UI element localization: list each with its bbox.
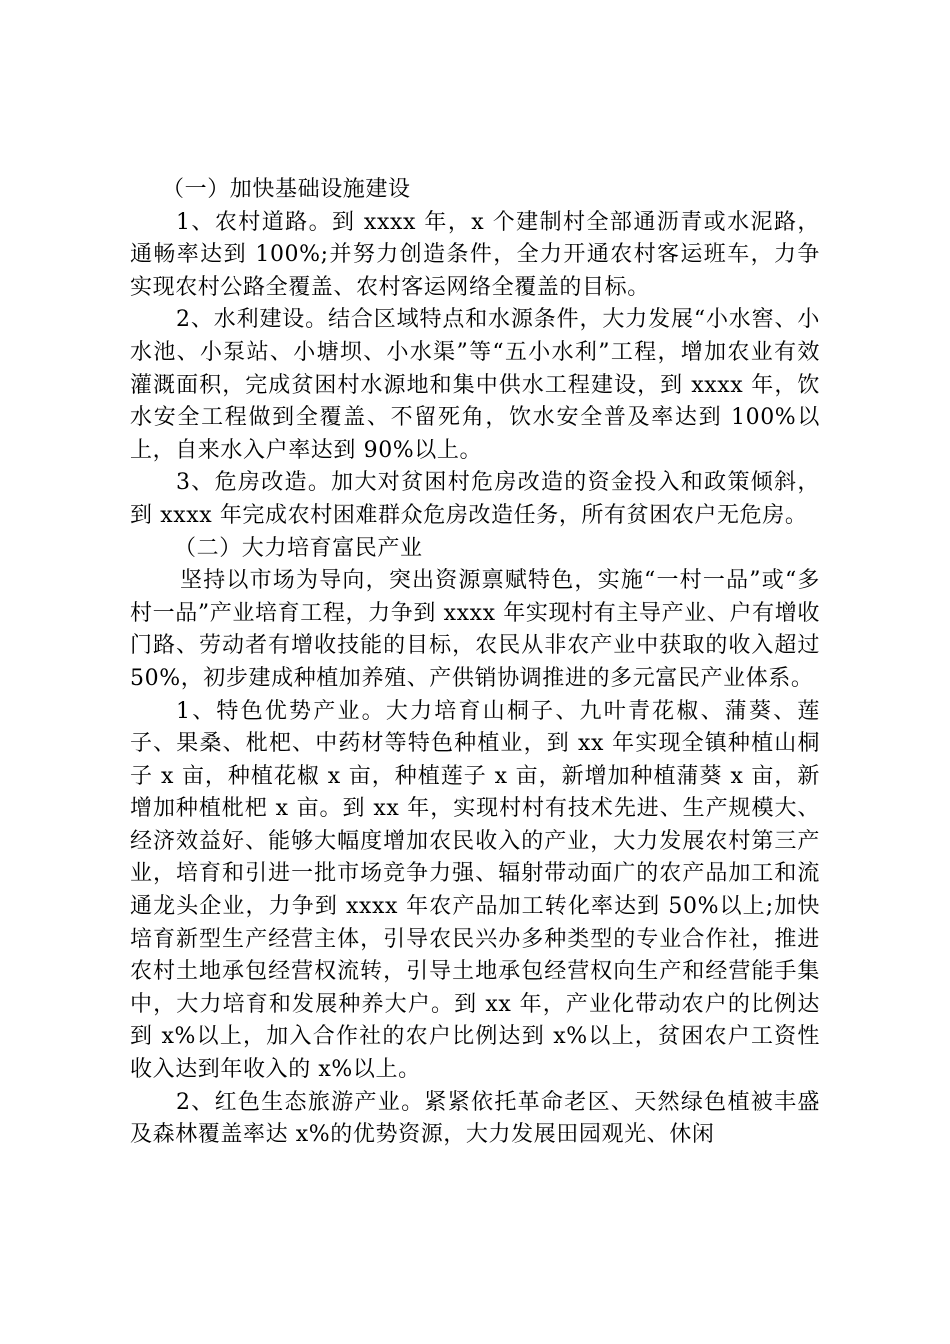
paragraph-market-oriented: 坚持以市场为导向，突出资源禀赋特色，实施“一村一品”或“多村一品”产业培育工程，力争到 xxxx 年实现村有主导产业、户有增收门路、劳动者有增收技能的目标，农民从非农产业中获取的收入超过 50%，初步建成种植加养殖、产供销协调推进的多元富民产业体系。	[130, 568, 820, 691]
paragraph-red-eco-tourism: 2、红色生态旅游产业。紧紧依托革命老区、天然绿色植被丰盛及森林覆盖率达 x%的优势资源，大力发展田园观光、休闲	[130, 1089, 820, 1148]
section-heading-industry: （二）大力培育富民产业	[174, 535, 423, 561]
paragraph-characteristic-industry: 1、特色优势产业。大力培育山桐子、九叶青花椒、蒲葵、莲子、果桑、枇杷、中药材等特色种植业，到 xx 年实现全镇种植山桐子 x 亩，种植花椒 x 亩，种植莲子 x 亩，新增加种植蒲葵 x 亩，新增加种植枇杷 x 亩。到 xx 年，实现村村有技术先进、生产规模大、经济效益好、能够大幅度增加农民收入的产业，大力发展农村第三产业，培育和引进一批市场竞争力强、辐射带动面广的农产品加工和流通龙头企业，力争到 xxxx 年农产品加工转化率达到 50%以上;加快培育新型生产经营主体，引导农民兴办多种类型的专业合作社，推进农村土地承包经营权流转，引导土地承包经营权向生产和经营能手集中，大力培育和发展种养大户。到 xx 年，产业化带动农户的比例达到 x%以上，加入合作社的农户比例达到 x%以上，贫困农户工资性收入达到年收入的 x%以上。	[130, 698, 820, 1083]
paragraph-water-conservancy: 2、水利建设。结合区域特点和水源条件，大力发展“小水窖、小水池、小泵站、小塘坝、小水渠”等“五小水利”工程，增加农业有效灌溉面积，完成贫困村水源地和集中供水工程建设，到 xxxx 年，饮水安全工程做到全覆盖、不留死角，饮水安全普及率达到 100%以上，自来水入户率达到 90%以上。	[130, 307, 820, 463]
section-heading-infrastructure: （一）加快基础设施建设	[162, 177, 411, 202]
paragraph-dangerous-housing: 3、危房改造。加大对贫困村危房改造的资金投入和政策倾斜，到 xxxx 年完成农村困难群众危房改造任务，所有贫困农户无危房。	[130, 470, 820, 528]
paragraph-rural-roads: 1、农村道路。到 xxxx 年，x 个建制村全部通沥青或水泥路，通畅率达到 100%;并努力创造条件，全力开通农村客运班车，力争实现农村公路全覆盖、农村客运网络全覆盖的目标。	[130, 209, 820, 300]
document-body	[130, 174, 820, 1152]
